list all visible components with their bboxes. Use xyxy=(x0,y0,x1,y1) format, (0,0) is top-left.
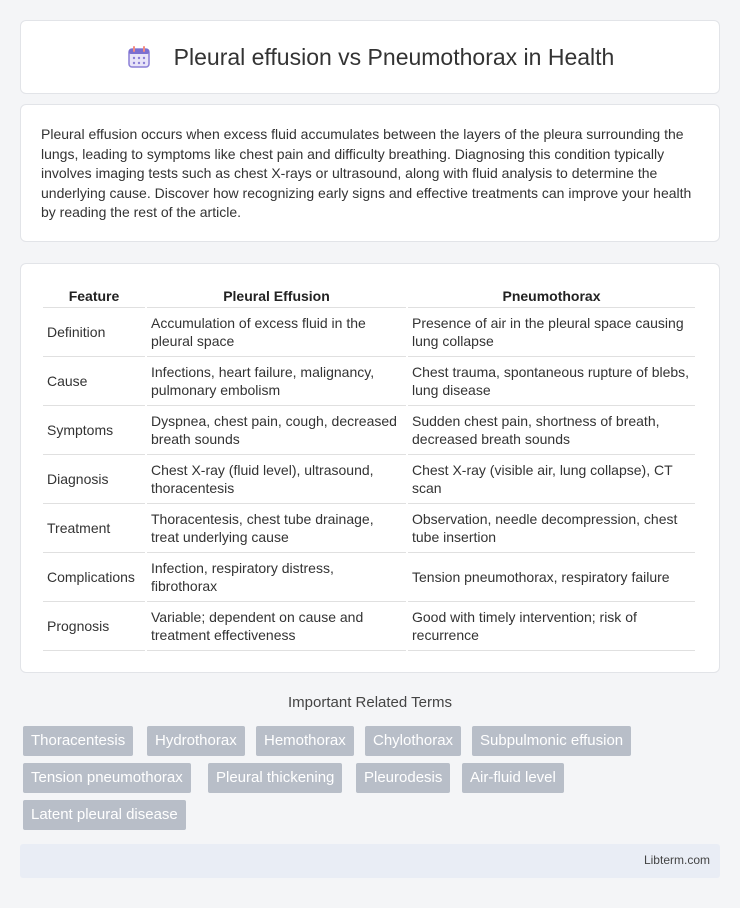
header-feature: Feature xyxy=(43,282,145,308)
comparison-table-card xyxy=(20,263,720,673)
related-terms-title: Important Related Terms xyxy=(288,694,452,711)
tag-pleurodesis[interactable]: Pleurodesis xyxy=(356,763,450,793)
table-row xyxy=(43,308,695,357)
cell-feature: Complications xyxy=(43,553,145,602)
cell-feature: Cause xyxy=(43,357,145,406)
table-header-row xyxy=(43,282,695,308)
cell-pleural-effusion: Infection, respiratory distress, fibrothorax xyxy=(147,553,406,602)
tag-hemothorax[interactable]: Hemothorax xyxy=(256,726,354,756)
table-row xyxy=(43,602,695,651)
calendar-icon xyxy=(126,44,152,70)
cell-pneumothorax: Chest X-ray (visible air, lung collapse), CT scan xyxy=(408,455,695,504)
cell-feature: Definition xyxy=(43,308,145,357)
header-card xyxy=(20,20,720,94)
comparison-table xyxy=(41,282,697,651)
cell-pneumothorax: Tension pneumothorax, respiratory failure xyxy=(408,553,695,602)
cell-pleural-effusion: Variable; dependent on cause and treatment effectiveness xyxy=(147,602,406,651)
cell-feature: Prognosis xyxy=(43,602,145,651)
tag-chylothorax[interactable]: Chylothorax xyxy=(365,726,461,756)
page-title: Pleural effusion vs Pneumothorax in Health xyxy=(173,43,615,70)
header-pleural-effusion: Pleural Effusion xyxy=(147,282,406,308)
cell-feature: Treatment xyxy=(43,504,145,553)
intro-text: Pleural effusion occurs when excess fluid accumulates between the layers of the pleura surrounding the lungs, leading to symptoms like chest pain and difficulty breathing. Diagnosing this condition typically involves imaging tests such as chest X-rays or ultrasound, along with fluid analysis to determine the underlying cause. Discover how recognizing early signs and effective treatments can improve your health by reading the rest of the article. xyxy=(41,126,692,221)
cell-pleural-effusion: Dyspnea, chest pain, cough, decreased breath sounds xyxy=(147,406,406,455)
cell-pleural-effusion: Accumulation of excess fluid in the pleural space xyxy=(147,308,406,357)
table-row xyxy=(43,553,695,602)
cell-pneumothorax: Sudden chest pain, shortness of breath, decreased breath sounds xyxy=(408,406,695,455)
tag-hydrothorax[interactable]: Hydrothorax xyxy=(147,726,245,756)
cell-pneumothorax: Good with timely intervention; risk of recurrence xyxy=(408,602,695,651)
tag-subpulmonic-effusion[interactable]: Subpulmonic effusion xyxy=(472,726,631,756)
tag-thoracentesis[interactable]: Thoracentesis xyxy=(23,726,133,756)
cell-pleural-effusion: Infections, heart failure, malignancy, pulmonary embolism xyxy=(147,357,406,406)
tag-tension-pneumothorax[interactable]: Tension pneumothorax xyxy=(23,763,191,793)
cell-pneumothorax: Chest trauma, spontaneous rupture of blebs, lung disease xyxy=(408,357,695,406)
tag-air-fluid-level[interactable]: Air-fluid level xyxy=(462,763,564,793)
table-row xyxy=(43,406,695,455)
header-pneumothorax: Pneumothorax xyxy=(408,282,695,308)
footer xyxy=(20,844,720,878)
cell-pneumothorax: Presence of air in the pleural space causing lung collapse xyxy=(408,308,695,357)
table-row xyxy=(43,455,695,504)
cell-pleural-effusion: Chest X-ray (fluid level), ultrasound, thoracentesis xyxy=(147,455,406,504)
table-row xyxy=(43,357,695,406)
table-row xyxy=(43,504,695,553)
tag-pleural-thickening[interactable]: Pleural thickening xyxy=(208,763,342,793)
cell-pneumothorax: Observation, needle decompression, chest tube insertion xyxy=(408,504,695,553)
cell-feature: Symptoms xyxy=(43,406,145,455)
tag-latent-pleural-disease[interactable]: Latent pleural disease xyxy=(23,800,186,830)
footer-site-link[interactable]: Libterm.com xyxy=(643,853,710,867)
cell-pleural-effusion: Thoracentesis, chest tube drainage, treat underlying cause xyxy=(147,504,406,553)
cell-feature: Diagnosis xyxy=(43,455,145,504)
intro-card xyxy=(20,104,720,242)
